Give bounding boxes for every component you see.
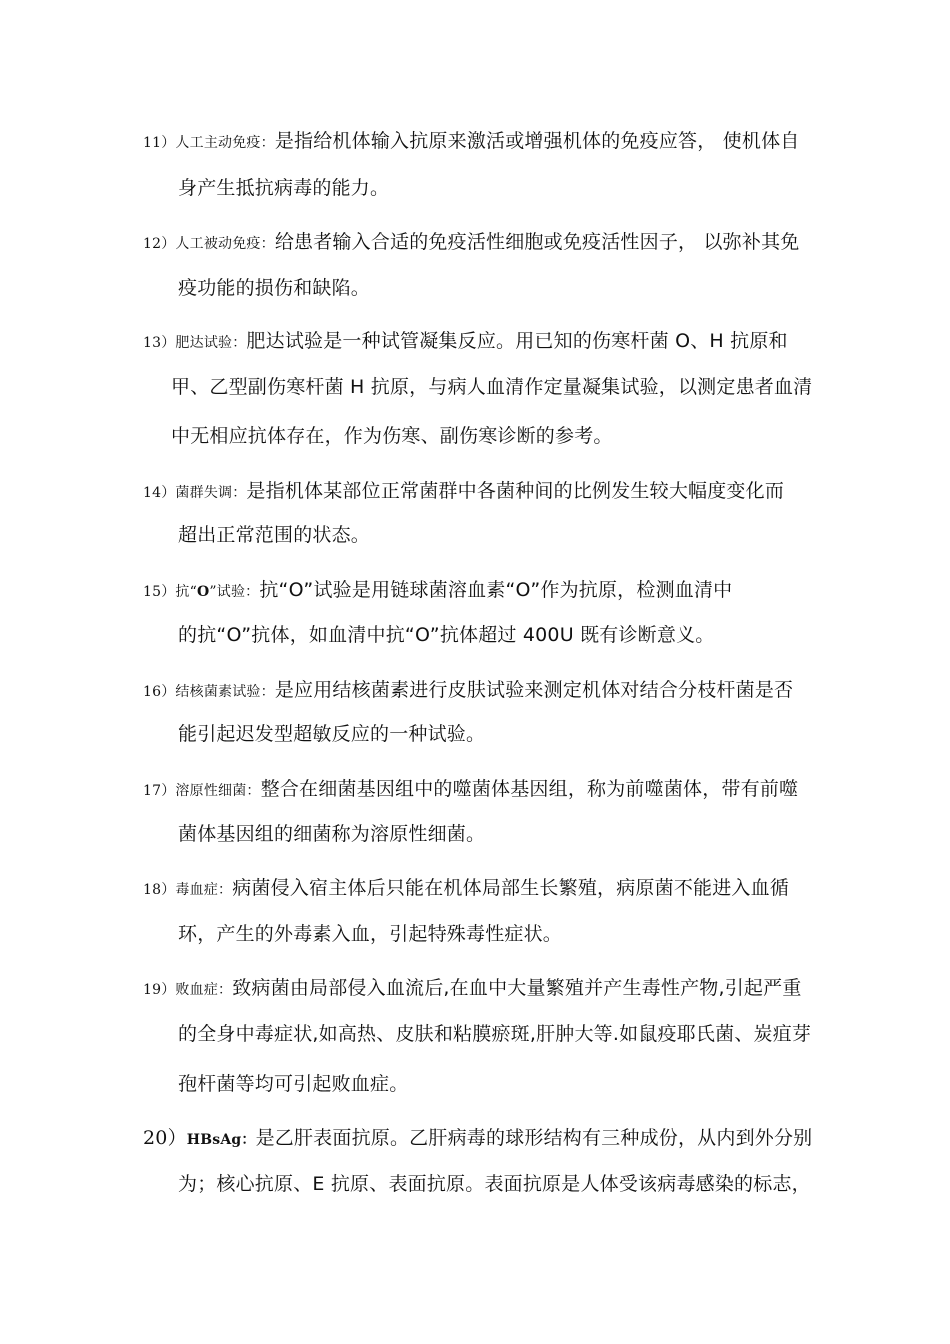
entry-16-line-2: 能引起迟发型超敏反应的一种试验。 bbox=[178, 723, 486, 745]
entry-18-line-1 bbox=[143, 875, 789, 903]
entry-19-line-3: 孢杆菌等均可引起败血症。 bbox=[178, 1073, 409, 1095]
entry-definition: 是应用结核菌素进行皮肤试验来测定机体对结合分枝杆菌是否 bbox=[274, 679, 794, 701]
entry-number: 18） bbox=[143, 882, 176, 898]
entry-number: 20） bbox=[143, 1127, 187, 1149]
entry-number: 14） bbox=[143, 485, 176, 501]
entry-number: 15） bbox=[143, 584, 176, 600]
entry-definition: 给患者输入合适的免疫活性细胞或免疫活性因子， 以弥补其免 bbox=[274, 231, 800, 253]
entry-definition: 病菌侵入宿主体后只能在机体局部生长繁殖，病原菌不能进入血循 bbox=[232, 877, 790, 899]
entry-12-line-1 bbox=[143, 229, 799, 257]
entry-term: 毒血症： bbox=[175, 882, 233, 898]
entry-20-line-2: 为；核心抗原、E 抗原、表面抗原。表面抗原是人体受该病毒感染的标志， bbox=[178, 1173, 811, 1195]
entry-17-line-2: 菌体基因组的细菌称为溶原性细菌。 bbox=[178, 823, 486, 845]
entry-15-line-2: 的抗“O”抗体，如血清中抗“O”抗体超过 400U 既有诊断意义。 bbox=[178, 624, 715, 646]
entry-19-line-1 bbox=[143, 975, 802, 1003]
entry-definition: 是指给机体输入抗原来激活或增强机体的免疫应答， 使机体自 bbox=[274, 130, 800, 152]
entry-number: 13） bbox=[143, 335, 176, 351]
entry-11-line-2: 身产生抵抗病毒的能力。 bbox=[178, 177, 390, 199]
entry-term: HBsAg： bbox=[186, 1132, 256, 1148]
entry-14-line-1 bbox=[143, 478, 784, 506]
entry-definition: 是指机体某部位正常菌群中各菌种间的比例发生较大幅度变化而 bbox=[246, 480, 785, 502]
entry-term: 败血症： bbox=[175, 982, 233, 998]
entry-14-line-2: 超出正常范围的状态。 bbox=[178, 524, 371, 546]
entry-term-letter: O bbox=[196, 584, 210, 600]
entry-term-prefix: 抗“ bbox=[175, 584, 197, 600]
entry-number: 11） bbox=[143, 135, 176, 151]
entry-15-line-1 bbox=[143, 577, 732, 605]
entry-term-suffix: ”试验： bbox=[209, 584, 260, 600]
entry-definition: 是乙肝表面抗原。乙肝病毒的球形结构有三种成份，从内到外分别 bbox=[255, 1127, 813, 1149]
entry-definition: 致病菌由局部侵入血流后,在血中大量繁殖并产生毒性产物,引起严重 bbox=[232, 977, 802, 999]
entry-number: 12） bbox=[143, 236, 176, 252]
entry-20-line-1 bbox=[143, 1125, 812, 1153]
entry-term: 菌群失调： bbox=[175, 485, 247, 501]
entry-13-line-2: 甲、乙型副伤寒杆菌 H 抗原，与病人血清作定量凝集试验，以测定患者血清 bbox=[171, 376, 813, 398]
entry-11-line-1 bbox=[143, 128, 799, 156]
entry-term: 结核菌素试验： bbox=[175, 684, 275, 700]
entry-13-line-3: 中无相应抗体存在，作为伤寒、副伤寒诊断的参考。 bbox=[171, 425, 613, 447]
entry-number: 16） bbox=[143, 684, 176, 700]
entry-definition: 整合在细菌基因组中的噬菌体基因组，称为前噬菌体，带有前噬 bbox=[260, 778, 799, 800]
entry-number: 17） bbox=[143, 783, 176, 799]
entry-13-line-1 bbox=[143, 328, 788, 356]
entry-definition: 肥达试验是一种试管凝集反应。用已知的伤寒杆菌 O、H 抗原和 bbox=[246, 330, 788, 352]
entry-term: 溶原性细菌： bbox=[175, 783, 261, 799]
entry-17-line-1 bbox=[143, 776, 798, 804]
entry-18-line-2: 环，产生的外毒素入血，引起特殊毒性症状。 bbox=[178, 923, 563, 945]
entry-definition: 抗“O”试验是用链球菌溶血素“O”作为抗原，检测血清中 bbox=[259, 579, 733, 601]
entry-16-line-1 bbox=[143, 677, 793, 705]
entry-19-line-2: 的全身中毒症状,如高热、皮肤和粘膜瘀斑,肝肿大等.如鼠疫耶氏菌、炭疽芽 bbox=[178, 1023, 812, 1045]
entry-12-line-2: 疫功能的损伤和缺陷。 bbox=[178, 277, 371, 299]
entry-term: 人工主动免疫： bbox=[175, 135, 275, 151]
entry-term: 人工被动免疫： bbox=[175, 236, 275, 252]
entry-number: 19） bbox=[143, 982, 176, 998]
entry-term: 肥达试验： bbox=[175, 335, 247, 351]
